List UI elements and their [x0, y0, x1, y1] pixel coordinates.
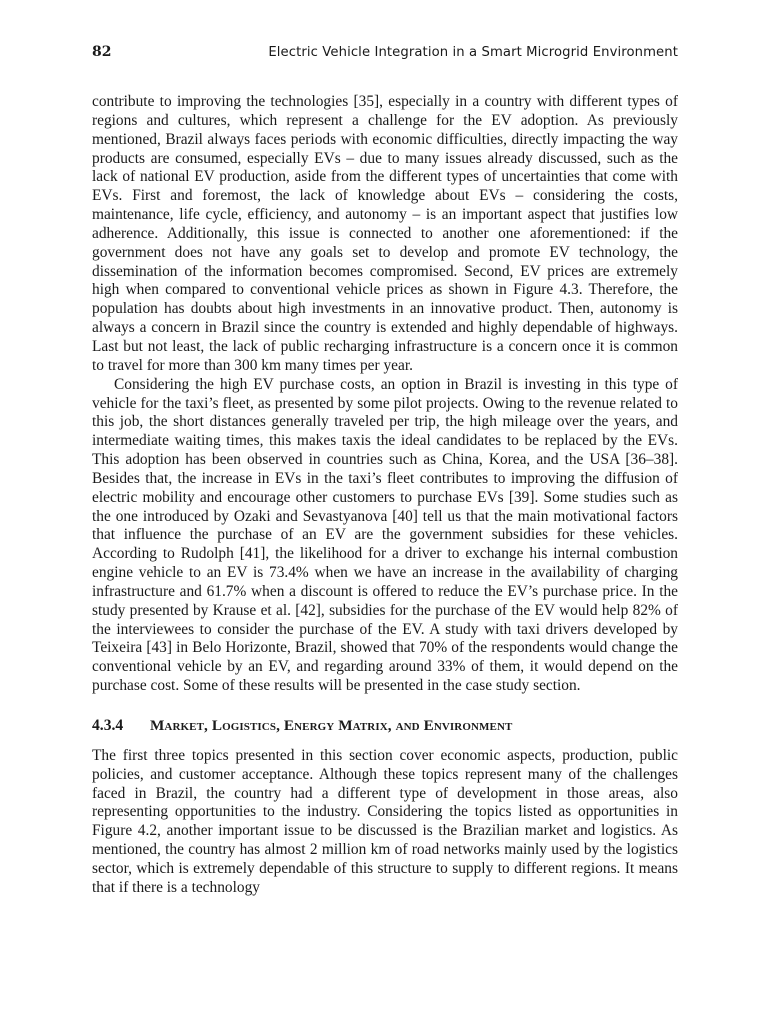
section-number: 4.3.4: [92, 717, 124, 734]
page-number: 82: [92, 44, 112, 60]
paragraph-1: contribute to improving the technologies [35], especially in a country with different types of regions and cultures, which represent a challenge for the EV adoption. As previously mentioned, Brazil always faces periods with economic difficulties, directly impacting the way products are consumed, especially EVs – due to many issues already discussed, such as the lack of national EV production, aside from the different types of uncertainties that come with EVs. First and foremost, the lack of knowledge about EVs – considering the costs, maintenance, life cycle, efficiency, and autonomy – is an important aspect that justifies low adherence. Additionally, this issue is connected to another one aforementioned: if the government does not have any goals set to develop and promote EV technology, the dissemination of the information becomes compromised. Second, EV prices are extremely high when compared to conventional vehicle prices as shown in Figure 4.3. Therefore, the population has doubts about high investments in an innovative product. Then, autonomy is always a concern in Brazil since the country is extended and highly dependable of highways. Last but not least, the lack of public recharging infrastructure is a concern once it is common to travel for more than 300 km many times per year.: [92, 93, 678, 374]
paragraph-3: The first three topics presented in this section cover economic aspects, production, public policies, and customer acceptance. Although these topics represent many of the challenges faced in Brazil, the country had a different type of development in those areas, also representing opportunities to the industry. Considering the topics listed as opportunities in Figure 4.2, another important issue to be discussed is the Brazilian market and logistics. As mentioned, the country has almost 2 million km of road networks mainly used by the logistics sector, which is extremely dependable of this structure to supply to different regions. It means that if there is a technology: [92, 746, 678, 896]
body-text: [92, 93, 678, 898]
section-heading: [92, 717, 678, 736]
running-header: [92, 44, 678, 72]
section-title: Market, Logistics, Energy Matrix, and Environment: [150, 717, 513, 734]
running-title: Electric Vehicle Integration in a Smart Microgrid Environment: [268, 45, 678, 60]
book-page: [92, 44, 678, 898]
paragraph-2: Considering the high EV purchase costs, an option in Brazil is investing in this type of vehicle for the taxi’s fleet, as presented by some pilot projects. Owing to the revenue related to this job, the short distances generally traveled per trip, the high mileage over the years, and intermediate waiting times, this makes taxis the ideal candidates to be replaced by the EVs. This adoption has been observed in countries such as China, Korea, and the USA [36–38]. Besides that, the increase in EVs in the taxi’s fleet contributes to improving the diffusion of electric mobility and encourage other customers to purchase EVs [39]. Some studies such as the one introduced by Ozaki and Sevastyanova [40] tell us that the main motivational factors that influence the purchase of an EV are the government subsidies for these vehicles. According to Rudolph [41], the likelihood for a driver to exchange his internal combustion engine vehicle to an EV is 73.4% when we have an increase in the availability of charging infrastructure and 61.7% when a discount is offered to reduce the EV’s purchase price. In the study presented by Krause et al. [42], subsidies for the purchase of the EV would help 82% of the interviewees to consider the purchase of the EV. A study with taxi drivers developed by Teixeira [43] in Belo Horizonte, Brazil, showed that 70% of the respondents would change the conventional vehicle by an EV, and regarding around 33% of them, it would depend on the purchase cost. Some of these results will be presented in the case study section.: [92, 375, 678, 695]
